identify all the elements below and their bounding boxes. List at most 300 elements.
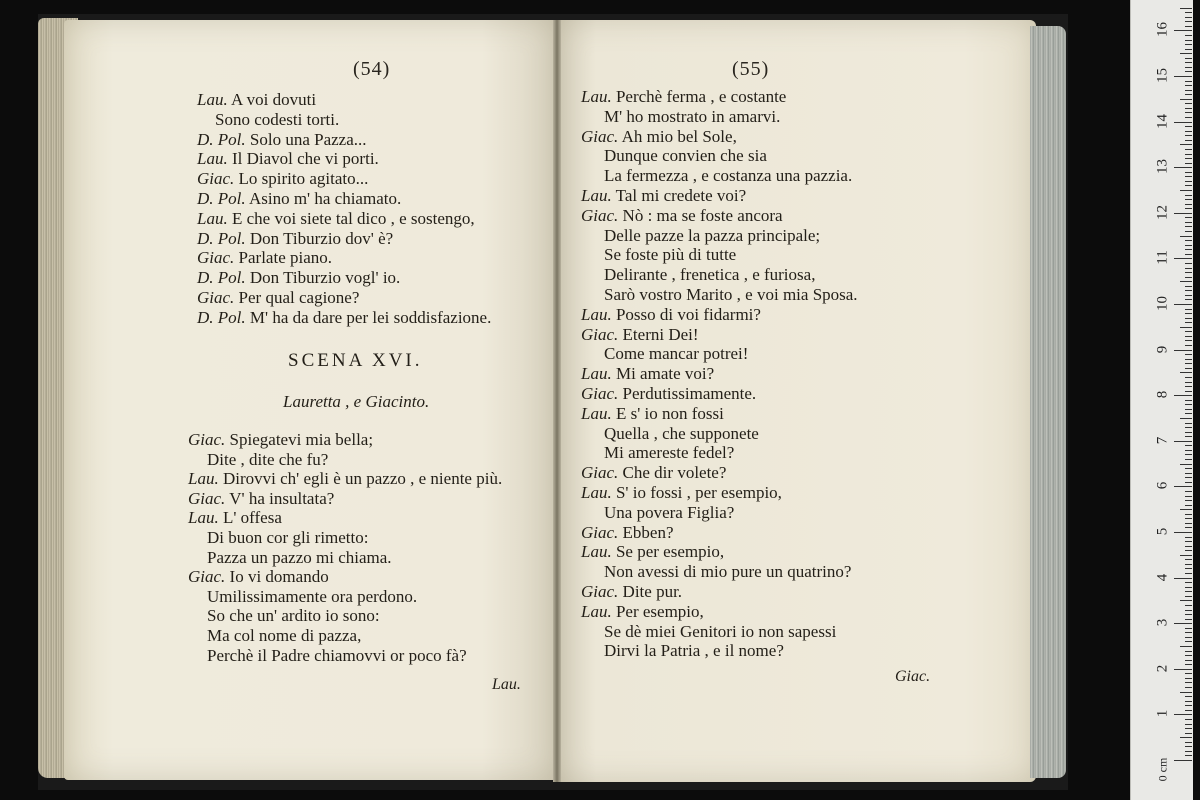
ruler-tick xyxy=(1180,737,1192,738)
ruler-tick xyxy=(1185,49,1192,50)
ruler-tick xyxy=(1185,354,1192,355)
verse-line xyxy=(197,288,359,308)
verse-line xyxy=(188,489,334,509)
ruler-tick xyxy=(1185,705,1192,706)
ruler-tick xyxy=(1185,473,1192,474)
line-text: Se dè miei Genitori io non sapessi xyxy=(604,621,837,641)
ruler-tick xyxy=(1185,619,1192,620)
ruler-tick xyxy=(1185,432,1192,433)
ruler-tick xyxy=(1185,359,1192,360)
ruler-number: 1 xyxy=(1154,710,1171,718)
verse-line xyxy=(581,206,783,226)
ruler-tick xyxy=(1185,655,1192,656)
ruler-unit-label: 0 cm xyxy=(1155,757,1170,782)
verse-line xyxy=(604,166,852,186)
line-text: Se foste più di tutte xyxy=(604,245,737,265)
line-text: Dirovvi ch' egli è un pazzo , e niente più. xyxy=(222,469,503,489)
ruler-tick xyxy=(1185,140,1192,141)
ruler-tick xyxy=(1185,58,1192,59)
ruler-tick xyxy=(1185,660,1192,661)
ruler-number: 2 xyxy=(1154,664,1171,673)
speaker-name: Lau. xyxy=(581,601,612,621)
speaker-name: Lau. xyxy=(197,208,228,228)
speaker-name: Giac. xyxy=(581,384,619,403)
ruler-tick xyxy=(1185,568,1192,569)
verse-line xyxy=(581,364,714,384)
ruler-tick xyxy=(1185,126,1192,127)
ruler-tick xyxy=(1185,632,1192,633)
ruler-tick xyxy=(1185,559,1192,560)
ruler-tick xyxy=(1185,404,1192,405)
speaker-name: Giac. xyxy=(581,582,619,601)
verse-line xyxy=(197,90,316,110)
verse-line xyxy=(207,548,392,568)
speaker-name: Lau. xyxy=(581,403,612,423)
ruler-tick xyxy=(1180,236,1192,237)
ruler-tick xyxy=(1185,386,1192,387)
speaker-name: Giac. xyxy=(197,248,235,268)
line-text: Non avessi di mio pure un quatrino? xyxy=(604,562,852,582)
page-edges-right xyxy=(1030,26,1066,778)
speaker-name: D. Pol. xyxy=(197,129,246,149)
line-text: Se per esempio, xyxy=(615,542,725,562)
verse-line xyxy=(581,582,682,602)
speaker-name: Giac. xyxy=(197,169,235,189)
ruler-tick xyxy=(1185,195,1192,196)
verse-line xyxy=(581,87,786,107)
verse-line xyxy=(581,463,726,483)
verse-line xyxy=(188,469,502,489)
ruler-tick xyxy=(1185,724,1192,725)
ruler-tick xyxy=(1185,637,1192,638)
ruler-tick xyxy=(1174,669,1192,670)
ruler-tick xyxy=(1185,596,1192,597)
speaker-name: Giac. xyxy=(581,522,619,542)
ruler-tick xyxy=(1185,550,1192,551)
ruler-tick xyxy=(1185,482,1192,483)
ruler-tick xyxy=(1180,99,1192,100)
ruler-tick xyxy=(1185,587,1192,588)
speaker-name: Lau. xyxy=(197,90,228,109)
ruler-number: 7 xyxy=(1154,436,1171,445)
ruler-tick xyxy=(1174,578,1192,579)
speaker-name: Giac. xyxy=(581,463,619,483)
ruler-number: 5 xyxy=(1154,527,1171,536)
ruler-tick xyxy=(1180,418,1192,419)
right-catchword: Giac. xyxy=(895,668,931,685)
ruler-tick xyxy=(1174,30,1192,31)
ruler-tick xyxy=(1185,746,1192,747)
ruler-tick xyxy=(1185,477,1192,478)
right-page-number: (55) xyxy=(732,58,770,80)
verse-line xyxy=(581,602,704,622)
verse-line xyxy=(604,245,736,265)
verse-line xyxy=(581,384,756,404)
verse-line xyxy=(604,424,759,444)
verse-line xyxy=(207,626,361,646)
line-text: Delle pazze la pazza principale; xyxy=(604,225,821,245)
ruler-tick xyxy=(1185,500,1192,501)
ruler-tick xyxy=(1185,682,1192,683)
ruler-tick xyxy=(1185,518,1192,519)
line-text: Delirante , frenetica , e furiosa, xyxy=(604,265,816,285)
ruler-tick xyxy=(1185,117,1192,118)
ruler-tick xyxy=(1185,290,1192,291)
verse-line xyxy=(604,562,851,582)
ruler-tick xyxy=(1180,144,1192,145)
ruler-tick xyxy=(1185,591,1192,592)
ruler-tick xyxy=(1185,651,1192,652)
ruler-number: 11 xyxy=(1154,250,1171,266)
ruler-tick xyxy=(1185,614,1192,615)
line-text: Dite , dite che fu? xyxy=(207,449,329,469)
verse-line xyxy=(197,229,393,249)
ruler-tick xyxy=(1174,395,1192,396)
ruler-tick xyxy=(1185,450,1192,451)
ruler-tick xyxy=(1185,108,1192,109)
ruler-tick xyxy=(1185,573,1192,574)
ruler-tick xyxy=(1185,62,1192,63)
ruler-tick xyxy=(1185,678,1192,679)
ruler-tick xyxy=(1180,53,1192,54)
verse-line xyxy=(581,325,699,345)
line-text: Dite pur. xyxy=(622,582,683,601)
ruler-tick xyxy=(1174,623,1192,624)
book-gutter xyxy=(553,20,561,782)
speaker-name: Giac. xyxy=(581,126,619,146)
ruler-tick xyxy=(1185,436,1192,437)
line-text: Nò : ma se foste ancora xyxy=(622,205,783,225)
ruler-tick xyxy=(1185,505,1192,506)
ruler-tick xyxy=(1185,103,1192,104)
verse-line xyxy=(581,483,782,503)
line-text: Lo spirito agitato... xyxy=(238,169,369,189)
ruler-tick xyxy=(1180,327,1192,328)
verse-line xyxy=(604,622,836,642)
ruler-tick xyxy=(1185,277,1192,278)
ruler-tick xyxy=(1185,313,1192,314)
line-text: Sono codesti torti. xyxy=(215,109,340,129)
ruler-tick xyxy=(1180,646,1192,647)
ruler-tick xyxy=(1185,176,1192,177)
line-text: Io vi domando xyxy=(229,567,329,587)
line-text: E che voi siete tal dico , e sostengo, xyxy=(231,208,475,228)
ruler-tick xyxy=(1185,468,1192,469)
ruler-tick xyxy=(1185,181,1192,182)
line-text: So che un' ardito io sono: xyxy=(207,606,380,626)
ruler-tick xyxy=(1185,564,1192,565)
ruler-number: 15 xyxy=(1154,68,1171,83)
ruler-tick xyxy=(1185,245,1192,246)
speaker-name: Giac. xyxy=(188,567,226,587)
ruler-tick xyxy=(1185,309,1192,310)
ruler-tick xyxy=(1185,742,1192,743)
ruler-tick xyxy=(1185,382,1192,383)
ruler-tick xyxy=(1185,710,1192,711)
ruler-tick xyxy=(1185,523,1192,524)
speaker-name: Lau. xyxy=(197,149,228,169)
ruler-tick xyxy=(1185,263,1192,264)
ruler-tick xyxy=(1185,400,1192,401)
ruler-tick xyxy=(1185,423,1192,424)
speaker-name: Giac. xyxy=(581,324,619,344)
ruler-tick xyxy=(1185,272,1192,273)
ruler-tick xyxy=(1185,610,1192,611)
ruler-tick xyxy=(1185,701,1192,702)
verse-line xyxy=(188,508,282,528)
ruler-number: 4 xyxy=(1154,573,1171,581)
ruler-tick xyxy=(1185,163,1192,164)
ruler-tick xyxy=(1185,231,1192,232)
verse-line xyxy=(604,265,815,285)
ruler-tick xyxy=(1185,331,1192,332)
speaker-name: Lau. xyxy=(581,542,612,562)
ruler-tick xyxy=(1185,12,1192,13)
line-text: E s' io non fossi xyxy=(615,403,724,423)
ruler-tick xyxy=(1185,154,1192,155)
ruler-tick xyxy=(1185,363,1192,364)
ruler-tick xyxy=(1185,299,1192,300)
speaker-name: Giac. xyxy=(581,205,619,225)
ruler-tick xyxy=(1180,555,1192,556)
ruler-tick xyxy=(1180,509,1192,510)
line-text: M' ho mostrato in amarvi. xyxy=(604,106,781,126)
verse-line xyxy=(581,404,724,424)
ruler-tick xyxy=(1185,445,1192,446)
ruler-tick xyxy=(1185,541,1192,542)
line-text: Ma col nome di pazza, xyxy=(207,626,362,645)
line-text: Eterni Dei! xyxy=(622,324,699,344)
ruler-tick xyxy=(1185,286,1192,287)
line-text: Mi amate voi? xyxy=(615,364,715,384)
verse-line xyxy=(604,226,820,246)
ruler-tick xyxy=(1185,641,1192,642)
ruler-tick xyxy=(1185,719,1192,720)
verse-line xyxy=(207,646,467,666)
line-text: Don Tiburzio vogl' io. xyxy=(249,268,401,288)
line-text: Di buon cor gli rimetto: xyxy=(207,528,369,547)
ruler-tick xyxy=(1185,391,1192,392)
ruler-tick xyxy=(1185,751,1192,752)
ruler-tick xyxy=(1185,249,1192,250)
verse-line xyxy=(604,443,734,463)
ruler-tick xyxy=(1185,340,1192,341)
ruler-tick xyxy=(1185,496,1192,497)
speaker-name: Giac. xyxy=(188,488,226,508)
ruler-tick xyxy=(1174,350,1192,351)
line-text: Pazza un pazzo mi chiama. xyxy=(207,547,392,567)
line-text: Che dir volete? xyxy=(622,463,727,483)
ruler-tick xyxy=(1185,158,1192,159)
verse-line xyxy=(197,248,332,268)
verse-line xyxy=(197,189,401,209)
ruler-tick xyxy=(1185,728,1192,729)
ruler-tick xyxy=(1185,673,1192,674)
verse-line xyxy=(197,130,367,150)
verse-line xyxy=(215,110,339,130)
left-catchword: Lau. xyxy=(492,676,521,693)
speaker-name: D. Pol. xyxy=(197,228,246,248)
line-text: Dunque convien che sia xyxy=(604,146,767,166)
ruler-tick xyxy=(1180,464,1192,465)
ruler-tick xyxy=(1185,755,1192,756)
verse-line xyxy=(604,285,858,305)
line-text: La fermezza , e costanza una pazzia. xyxy=(604,166,853,186)
ruler-tick xyxy=(1185,336,1192,337)
ruler-tick xyxy=(1185,546,1192,547)
verse-line xyxy=(207,528,368,548)
scene-heading: SCENA XVI. xyxy=(288,350,423,371)
ruler-number: 13 xyxy=(1154,159,1171,175)
ruler-tick xyxy=(1185,687,1192,688)
verse-line xyxy=(197,149,379,169)
ruler-tick xyxy=(1185,90,1192,91)
verse-line xyxy=(197,169,368,189)
ruler-tick xyxy=(1185,413,1192,414)
ruler-tick xyxy=(1185,733,1192,734)
ruler-tick xyxy=(1185,44,1192,45)
verse-line xyxy=(581,542,724,562)
ruler-tick xyxy=(1185,199,1192,200)
line-text: L' offesa xyxy=(222,508,282,528)
line-text: Mi amereste fedel? xyxy=(604,443,735,463)
speaker-name: D. Pol. xyxy=(197,307,246,327)
verse-line xyxy=(604,641,784,661)
speaker-name: Lau. xyxy=(188,508,219,528)
verse-line xyxy=(207,606,380,626)
speaker-name: Lau. xyxy=(581,364,612,384)
ruler-tick xyxy=(1185,345,1192,346)
speaker-name: Giac. xyxy=(188,430,226,449)
ruler-tick xyxy=(1174,167,1192,168)
ruler-tick xyxy=(1185,240,1192,241)
speaker-name: Lau. xyxy=(188,469,219,489)
line-text: Come mancar potrei! xyxy=(604,344,749,364)
ruler-tick xyxy=(1185,605,1192,606)
line-text: Per esempio, xyxy=(615,601,704,621)
ruler-tick xyxy=(1185,131,1192,132)
ruler-tick xyxy=(1185,459,1192,460)
ruler-tick xyxy=(1185,377,1192,378)
ruler-tick xyxy=(1185,112,1192,113)
verse-line xyxy=(197,308,491,328)
speaker-name: Lau. xyxy=(581,483,612,502)
line-text: Dirvi la Patria , e il nome? xyxy=(604,641,784,661)
ruler-tick xyxy=(1185,295,1192,296)
speaker-name: D. Pol. xyxy=(197,189,246,208)
ruler-number: 3 xyxy=(1154,618,1171,627)
ruler-tick xyxy=(1174,122,1192,123)
ruler-tick xyxy=(1174,304,1192,305)
scene-characters: Lauretta , e Giacinto. xyxy=(283,392,430,411)
ruler-tick xyxy=(1185,427,1192,428)
ruler-number: 16 xyxy=(1154,22,1171,38)
verse-line xyxy=(581,523,674,543)
verse-line xyxy=(197,209,475,229)
verse-line xyxy=(604,503,734,523)
line-text: A voi dovuti xyxy=(231,90,317,109)
ruler-tick xyxy=(1185,527,1192,528)
verse-line xyxy=(581,305,761,325)
verse-line xyxy=(197,268,400,288)
ruler-tick xyxy=(1174,258,1192,259)
ruler-tick xyxy=(1185,149,1192,150)
ruler-tick xyxy=(1185,35,1192,36)
ruler-tick xyxy=(1185,71,1192,72)
ruler-tick xyxy=(1185,94,1192,95)
line-text: Parlate piano. xyxy=(238,248,333,268)
line-text: Umilissimamente ora perdono. xyxy=(207,586,418,606)
verse-line xyxy=(188,567,329,587)
ruler-number: 8 xyxy=(1154,390,1171,399)
ruler-tick xyxy=(1185,185,1192,186)
ruler-tick xyxy=(1180,372,1192,373)
ruler-tick xyxy=(1185,664,1192,665)
line-text: Spiegatevi mia bella; xyxy=(229,430,374,449)
ruler-tick xyxy=(1174,760,1192,761)
line-text: Perdutissimamente. xyxy=(622,384,757,403)
ruler-number: 6 xyxy=(1154,482,1171,490)
verse-line xyxy=(581,186,746,206)
line-text: Don Tiburzio dov' è? xyxy=(249,228,394,248)
ruler-tick xyxy=(1185,537,1192,538)
ruler-tick xyxy=(1185,696,1192,697)
ruler-tick xyxy=(1174,76,1192,77)
ruler-tick xyxy=(1174,714,1192,715)
ruler-tick xyxy=(1185,135,1192,136)
ruler-tick xyxy=(1185,318,1192,319)
speaker-name: Lau. xyxy=(581,186,612,205)
ruler-tick xyxy=(1185,204,1192,205)
ruler-tick xyxy=(1180,600,1192,601)
ruler-tick xyxy=(1185,208,1192,209)
line-text: Sarò vostro Marito , e voi mia Sposa. xyxy=(604,285,858,304)
line-text: Solo una Pazza... xyxy=(249,129,367,149)
ruler-tick xyxy=(1180,692,1192,693)
verse-line xyxy=(188,430,373,450)
ruler-tick xyxy=(1185,454,1192,455)
ruler-tick xyxy=(1185,628,1192,629)
ruler-tick xyxy=(1185,26,1192,27)
verse-line xyxy=(604,344,748,364)
ruler-tick xyxy=(1185,409,1192,410)
ruler-tick xyxy=(1174,213,1192,214)
line-text: Il Diavol che vi porti. xyxy=(231,149,379,169)
line-text: Ebben? xyxy=(622,522,674,542)
ruler-tick xyxy=(1185,226,1192,227)
verse-line xyxy=(207,450,328,470)
verse-line xyxy=(604,146,767,166)
ruler-tick xyxy=(1185,85,1192,86)
ruler-tick xyxy=(1185,81,1192,82)
ruler-tick xyxy=(1180,8,1192,9)
verse-line xyxy=(207,587,417,607)
ruler-number: 9 xyxy=(1154,345,1171,353)
line-text: Tal mi credete voi? xyxy=(615,186,747,205)
ruler-tick xyxy=(1185,17,1192,18)
ruler-tick xyxy=(1185,268,1192,269)
line-text: Perchè ferma , e costante xyxy=(615,87,787,106)
ruler-number: 10 xyxy=(1154,296,1171,311)
verse-line xyxy=(581,127,737,147)
ruler-tick xyxy=(1185,322,1192,323)
ruler-tick xyxy=(1185,21,1192,22)
line-text: S' io fossi , per esempio, xyxy=(615,483,782,502)
ruler-tick xyxy=(1185,222,1192,223)
line-text: Una povera Figlia? xyxy=(604,502,735,522)
ruler-tick xyxy=(1185,582,1192,583)
ruler-tick xyxy=(1174,441,1192,442)
